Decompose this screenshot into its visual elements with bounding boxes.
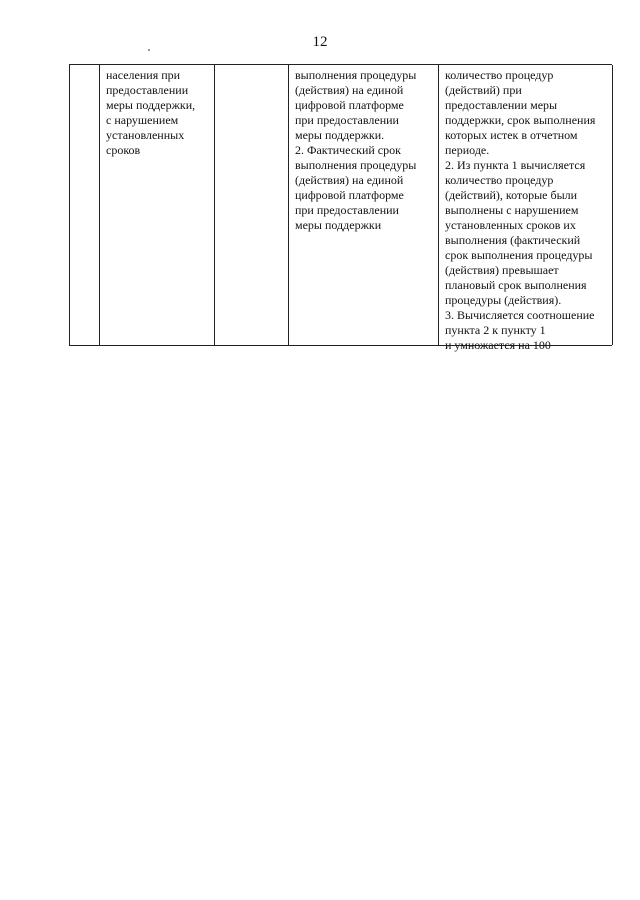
indicator-table xyxy=(69,64,612,352)
cell-unit-text xyxy=(215,65,288,68)
cell-number-text xyxy=(69,65,99,68)
cell-indicator-name-text: населения при предоставлении меры поддержки, с нарушением установленных сроков xyxy=(106,68,196,157)
table-cell-number xyxy=(69,65,99,345)
page-number: 12 xyxy=(312,34,328,50)
table-cell-indicator-name xyxy=(100,65,215,345)
table-cell-unit xyxy=(215,65,288,345)
table-cell-methodology xyxy=(439,65,612,352)
scan-speck xyxy=(148,49,150,51)
cell-base-data-text: выполнения процедуры (действия) на единой цифровой платформе при предоставлении меры поддержки. 2. Фактический срок выполнения процедуры (действия) на единой цифровой платформе при предоставлении меры поддержки xyxy=(295,68,417,232)
table-right-border xyxy=(612,65,613,345)
cell-methodology-text: количество процедур (действий) при предоставлении меры поддержки, срок выполнения которых истек в отчетном периоде. 2. Из пункта 1 вычисляется количество процедур (действий), которые были выполнены с нарушением установленных сроков их выполнения (фактический срок выполнения процедуры (действия) превышает плановый срок выполнения процедуры (действия). 3. Вычисляется соотношение пункта 2 к пункту 1 и умножается на 100 xyxy=(445,68,596,352)
table-cell-base-data xyxy=(289,65,439,345)
